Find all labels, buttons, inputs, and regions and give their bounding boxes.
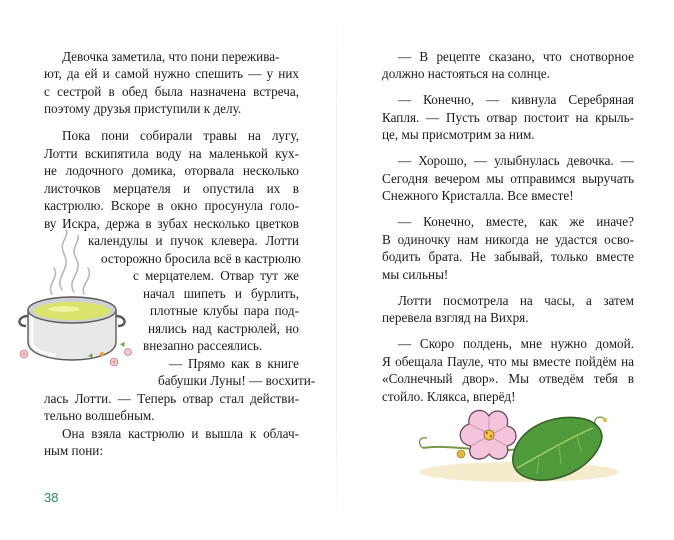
- text-line: Лотти посмотрела на часы, а затем: [398, 293, 634, 308]
- text-line: ву Искра, держа в зубах несколько цветков: [44, 216, 299, 231]
- text-line: — Хорошо, — улыбнулась девочка. —: [398, 153, 634, 168]
- text-line: Капля. — Пусть отвар постоит на крыль-: [382, 110, 634, 125]
- text-line: лась Лотти. — Теперь отвар стал действи-: [44, 391, 299, 406]
- text-line: поэтому друзья приступили к делу.: [44, 101, 242, 116]
- text-line: Сегодня вечером мы отправимся выручать: [382, 171, 634, 186]
- text-line: — Прямо как в книге: [169, 356, 299, 371]
- text-line: плотные клубы пара под-: [150, 303, 299, 318]
- text-line: перевела взгляд на Вихря.: [382, 310, 529, 325]
- text-line: бабушки Луны! — восхити-: [158, 373, 316, 388]
- text-line: нялись над кастрюлей, но: [148, 321, 299, 336]
- text-line: ют, да ей и самой нужно спешить — у них: [44, 66, 299, 81]
- text-line: должно настояться на солнце.: [382, 66, 550, 81]
- text-line: бодить брата. Не забывай, только вместе: [382, 249, 634, 264]
- text-line: мы сильны!: [382, 267, 449, 282]
- text-line: тельно волшебным.: [44, 408, 155, 423]
- text-line: Она взяла кастрюлю и вышла к облач-: [62, 426, 299, 441]
- page-number: 38: [44, 490, 59, 505]
- pink-flower: [460, 410, 516, 459]
- text-line: Снежного Кристалла. Все вместе!: [382, 188, 574, 203]
- text-line: осторожно бросила всё в кастрюлю: [101, 251, 301, 266]
- text-line: ным пони:: [44, 443, 103, 458]
- text-line: Девочка заметила, что пони пережива-: [62, 49, 280, 64]
- text-line: листочков мерцателя и опустила их в: [44, 181, 299, 196]
- text-line: — Конечно, вместе, как же иначе?: [398, 214, 634, 229]
- steam: [50, 230, 89, 294]
- text-line: с мерцателем. Отвар тут же: [133, 268, 299, 283]
- steaming-pot-illustration: [10, 228, 138, 368]
- flower-illustration: [409, 400, 629, 490]
- bud: [457, 450, 465, 458]
- text-line: Пока пони собирали травы на лугу,: [62, 128, 299, 143]
- text-line: це, мы присмотрим за ним.: [382, 127, 535, 142]
- text-line: — Конечно, — кивнула Серебряная: [398, 92, 634, 107]
- text-line: «Солнечный двор». Мы отведём тебя в: [382, 371, 634, 386]
- text-line: В одиночку нам никогда не удастся осво-: [382, 232, 634, 247]
- text-line: Я обещала Пауле, что мы вместе пойдём на: [382, 354, 634, 369]
- right-page: [337, 0, 674, 540]
- text-line: не лодочного домика, оторвала несколько: [44, 163, 299, 178]
- text-line: Лотти вскипятила воду на маленькой кух-: [44, 146, 299, 161]
- text-line: начал шипеть и бурлить,: [143, 286, 299, 301]
- text-line: кастрюлю. Вскоре в окно просунула голо-: [44, 198, 299, 213]
- text-line: внезапно рассеялись.: [143, 338, 263, 353]
- text-line: с сестрой в обед была назначена встреча,: [44, 84, 299, 99]
- text-line: — В рецепте сказано, что снотворное: [398, 49, 634, 64]
- text-line: стойло. Клякса, вперёд!: [382, 389, 516, 404]
- text-line: календулы и пучок клевера. Лотти: [88, 233, 299, 248]
- text-line: — Скоро полдень, мне нужно домой.: [398, 336, 634, 351]
- pot: [19, 297, 124, 360]
